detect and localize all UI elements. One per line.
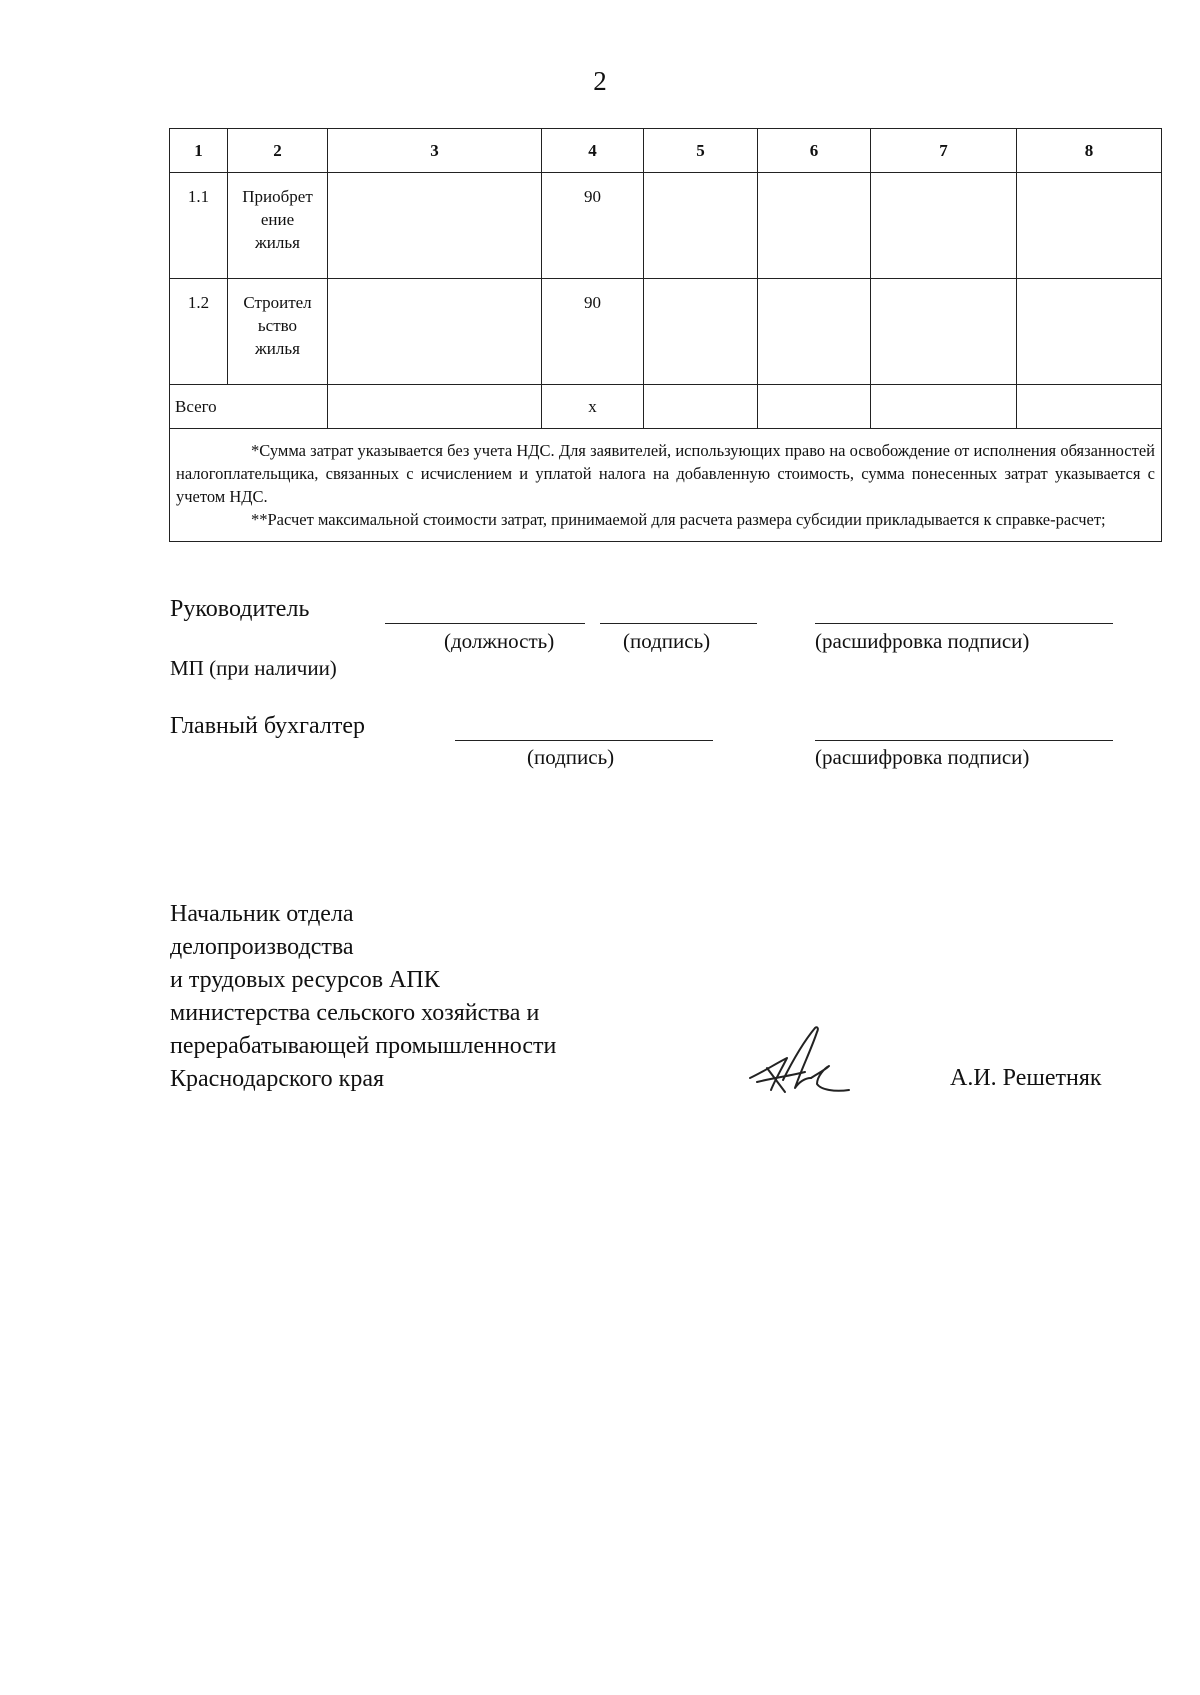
page-number: 2	[593, 66, 607, 96]
row-col4-value: 90	[542, 279, 644, 385]
row-name-line: жилья	[255, 233, 300, 252]
note-vat: *Сумма затрат указывается без учета НДС. Для заявителей, использующих право на освобождение от исполнения обязанностей налогоплательщика, связанных с исчислением и уплатой налога на добавленную стоимость, сумма понесенных затрат указывается с учетом НДС.	[176, 441, 1155, 506]
total-label: Всего	[170, 385, 328, 429]
total-col4-value: x	[542, 385, 644, 429]
row-name-line: Приобрет	[242, 187, 313, 206]
notes-row	[170, 429, 1162, 542]
empty-cell	[644, 173, 758, 279]
signer-position-line: Начальник отдела	[170, 901, 354, 927]
signature-caption: (подпись)	[623, 629, 711, 653]
empty-cell	[871, 385, 1017, 429]
signer-position-line: Краснодарского края	[170, 1066, 385, 1092]
row-col4-value: 90	[542, 173, 644, 279]
notes-cell	[170, 429, 1162, 542]
accountant-decoding-line	[815, 740, 1113, 741]
row-name-line: жилья	[255, 339, 300, 358]
handwritten-signature	[745, 1020, 855, 1100]
table-row	[170, 279, 1162, 385]
header-cell: 4	[542, 129, 644, 173]
row-number: 1.1	[170, 173, 228, 279]
position-line	[385, 623, 585, 624]
accountant-signature-caption: (подпись)	[527, 745, 615, 769]
header-cell: 5	[644, 129, 758, 173]
table-row	[170, 173, 1162, 279]
total-row	[170, 385, 1162, 429]
row-name	[228, 279, 328, 385]
empty-cell	[871, 279, 1017, 385]
decoding-caption: (расшифровка подписи)	[815, 629, 1030, 653]
row-name-line: ьство	[257, 316, 298, 335]
head-label: Руководитель	[170, 596, 310, 622]
signer-name: А.И. Решетняк	[950, 1065, 1102, 1091]
table-header-row	[170, 129, 1162, 173]
header-cell: 6	[758, 129, 871, 173]
header-cell: 1	[170, 129, 228, 173]
row-number: 1.2	[170, 279, 228, 385]
signer-position	[170, 898, 556, 1096]
empty-cell	[328, 279, 542, 385]
row-name	[228, 173, 328, 279]
position-caption: (должность)	[444, 629, 555, 653]
header-cell: 2	[228, 129, 328, 173]
stamp-label: МП (при наличии)	[170, 656, 337, 680]
empty-cell	[328, 173, 542, 279]
signer-position-line: и трудовых ресурсов АПК	[170, 967, 440, 993]
signature-line	[600, 623, 757, 624]
header-cell: 8	[1017, 129, 1162, 173]
empty-cell	[758, 279, 871, 385]
accountant-signature-line	[455, 740, 713, 741]
header-cell: 3	[328, 129, 542, 173]
empty-cell	[1017, 385, 1162, 429]
decoding-line	[815, 623, 1113, 624]
accountant-decoding-caption: (расшифровка подписи)	[815, 745, 1030, 769]
header-cell: 7	[871, 129, 1017, 173]
empty-cell	[1017, 173, 1162, 279]
empty-cell	[758, 385, 871, 429]
costs-table	[169, 128, 1162, 542]
empty-cell	[644, 279, 758, 385]
empty-cell	[758, 173, 871, 279]
signer-position-line: перерабатывающей промышленности	[170, 1033, 557, 1059]
empty-cell	[1017, 279, 1162, 385]
signer-position-line: министерства сельского хозяйства и	[170, 1000, 540, 1026]
note-max-cost: **Расчет максимальной стоимости затрат, принимаемой для расчета размера субсидии прикладывается к справке-расчет;	[251, 510, 1106, 529]
row-name-line: ение	[260, 210, 295, 229]
empty-cell	[871, 173, 1017, 279]
signer-position-line: делопроизводства	[170, 934, 354, 960]
empty-cell	[644, 385, 758, 429]
accountant-label: Главный бухгалтер	[170, 713, 365, 739]
row-name-line: Строител	[243, 293, 312, 312]
empty-cell	[328, 385, 542, 429]
